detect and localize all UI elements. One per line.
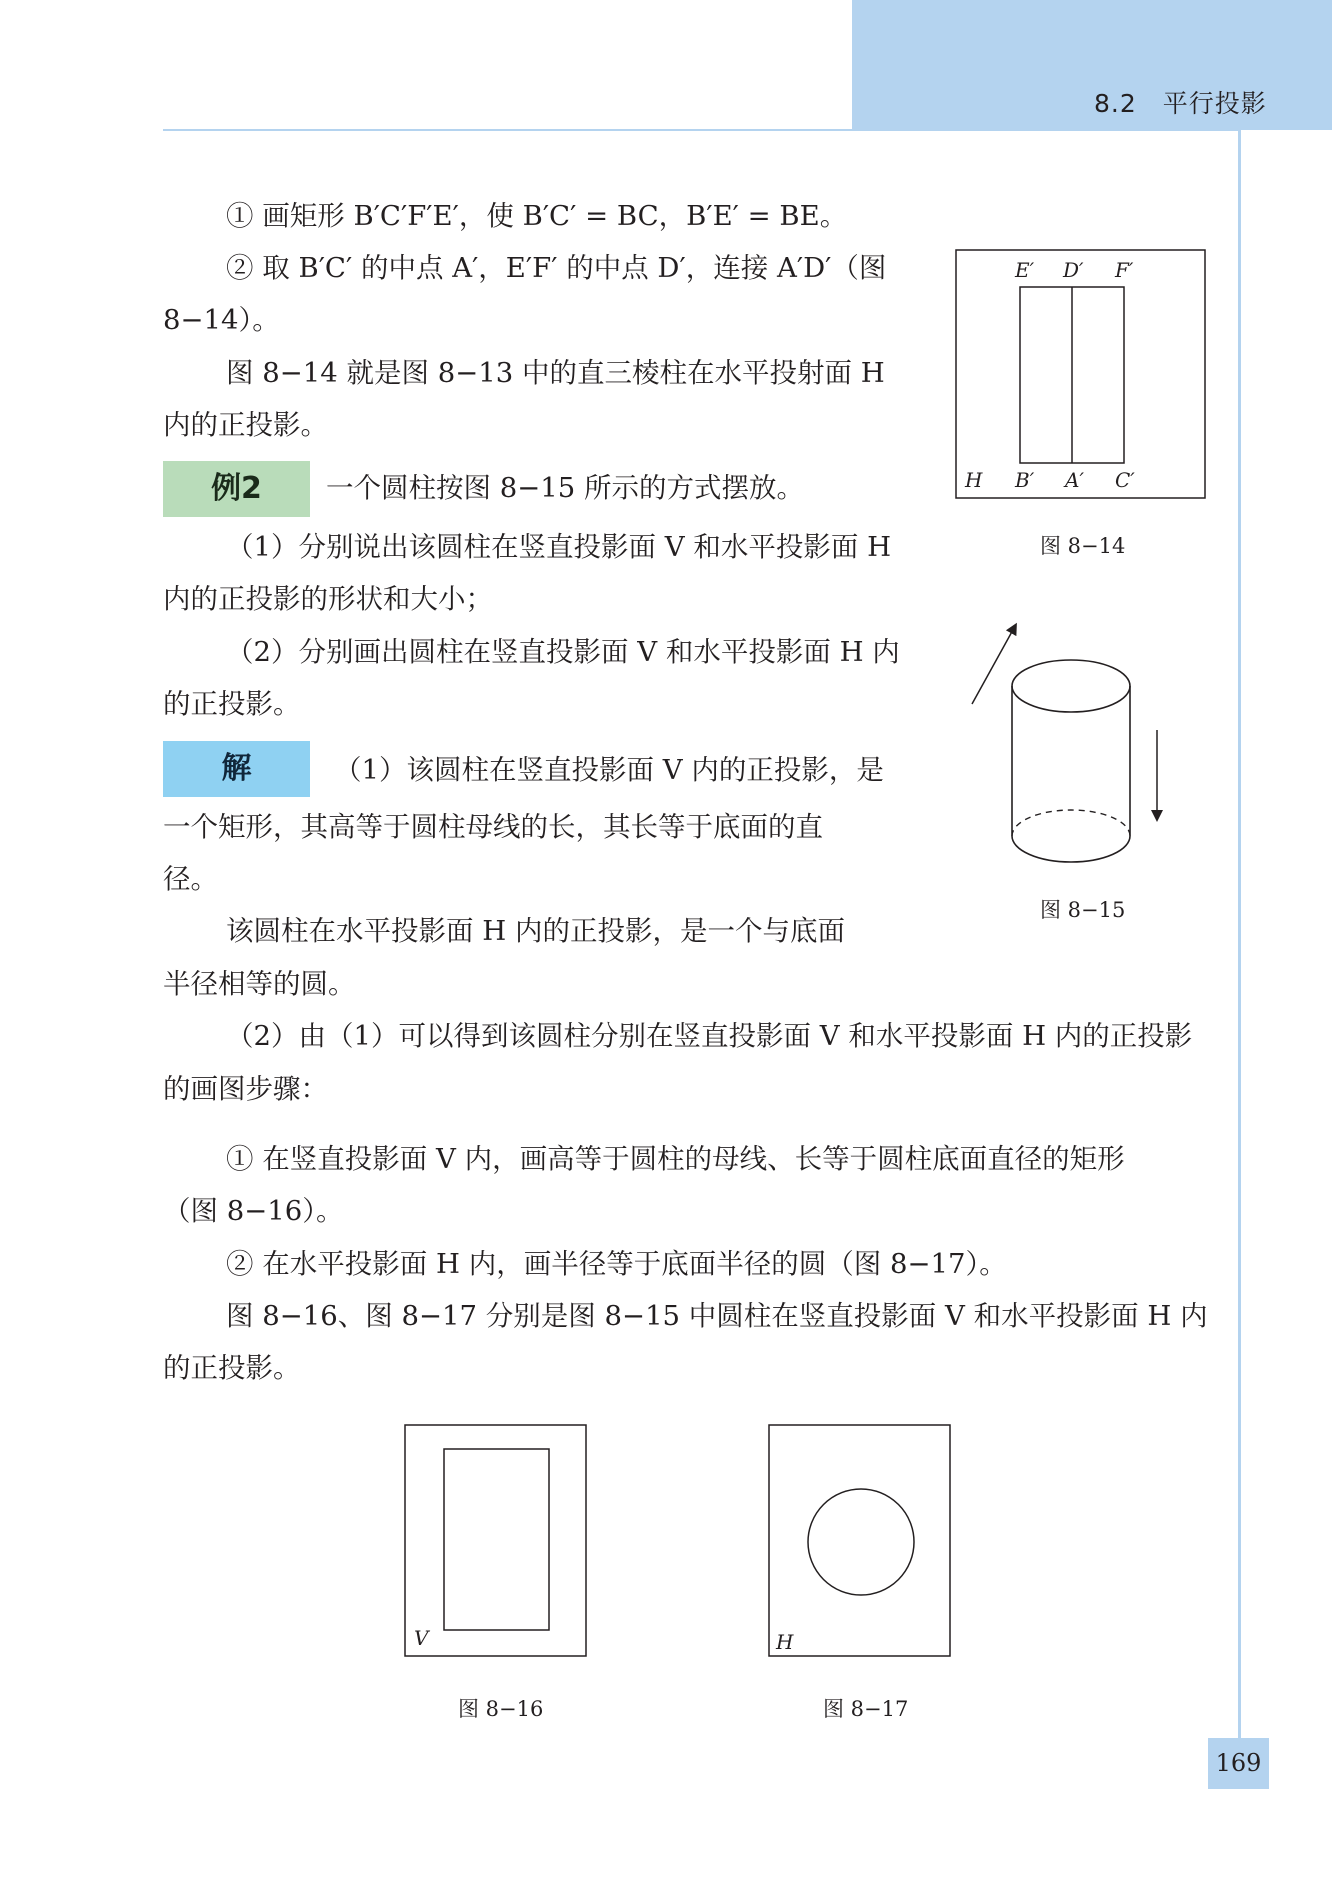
conclusion-text-cont: 的正投影。 (163, 1352, 301, 1384)
conclusion-text: 图 8−16、图 8−17 分别是图 8−15 中圆柱在竖直投影面 V 和水平投影面 H 内 (226, 1300, 1208, 1332)
solution-2-text-cont: 半径相等的圆。 (163, 968, 356, 1000)
example-text: 一个圆柱按图 8−15 所示的方式摆放。 (326, 472, 805, 504)
para-fig14-text: 图 8−14 就是图 8−13 中的直三棱柱在水平投射面 H (226, 357, 885, 389)
solution-1-text-cont: 一个矩形，其高等于圆柱母线的长，其长等于底面的直 (163, 811, 823, 843)
solution-badge: 解 (163, 741, 310, 797)
question-1-text: （1）分别说出该圆柱在竖直投影面 V 和水平投影面 H (226, 531, 892, 563)
header-rule (163, 129, 1240, 131)
fig16-caption: 图 8−16 (458, 1697, 544, 1721)
cylinder-top (1012, 660, 1130, 712)
step-2-text-cont: 8−14）。 (163, 304, 280, 336)
fig16-frame (405, 1425, 586, 1656)
page-number: 169 (1208, 1738, 1269, 1789)
fig14-label-f: F′ (1115, 258, 1134, 282)
question-1-text-cont: 内的正投影的形状和大小； (163, 583, 493, 615)
solution-1-text: （1）该圆柱在竖直投影面 V 内的正投影，是 (334, 754, 884, 786)
solution-3-text-cont: 的画图步骤： (163, 1073, 328, 1105)
example-badge: 例2 (163, 461, 310, 517)
projection-arrow-up (972, 628, 1014, 704)
figure-8-16 (404, 1424, 588, 1658)
fig17-caption: 图 8−17 (823, 1697, 909, 1721)
fig14-caption: 图 8−14 (1040, 534, 1126, 558)
fig14-label-e: E′ (1015, 258, 1035, 282)
step-2-text: ② 取 B′C′ 的中点 A′，E′F′ 的中点 D′，连接 A′D′（图 (226, 252, 887, 284)
solution-2-text: 该圆柱在水平投影面 H 内的正投影，是一个与底面 (226, 915, 845, 947)
question-2-text: （2）分别画出圆柱在竖直投影面 V 和水平投影面 H 内 (226, 636, 900, 668)
step-1-text: ① 画矩形 B′C′F′E′，使 B′C′ = BC，B′E′ = BE。 (226, 200, 848, 232)
fig16-label-v: V (414, 1626, 429, 1650)
side-rule (1238, 129, 1241, 1789)
step-v-text: ① 在竖直投影面 V 内，画高等于圆柱的母线、长等于圆柱底面直径的矩形 (226, 1143, 1125, 1175)
step-v-text-cont: （图 8−16）。 (163, 1195, 344, 1227)
fig14-label-d: D′ (1063, 258, 1084, 282)
fig14-label-b: B′ (1015, 468, 1035, 492)
figure-8-14 (955, 249, 1207, 501)
fig17-circle (808, 1489, 914, 1595)
fig15-caption: 图 8−15 (1040, 898, 1126, 922)
solution-1-text-end: 径。 (163, 863, 218, 895)
para-fig14-text-cont: 内的正投影。 (163, 409, 328, 441)
figure-8-15 (965, 620, 1165, 870)
question-2-text-cont: 的正投影。 (163, 688, 301, 720)
fig17-frame (769, 1425, 950, 1656)
fig17-label-h: H (776, 1630, 794, 1654)
fig16-rectangle (444, 1449, 549, 1630)
fig14-label-c: C′ (1115, 468, 1135, 492)
fig14-label-h: H (965, 468, 983, 492)
fig14-label-a: A′ (1065, 468, 1084, 492)
section-title: 8.2 平行投影 (1094, 89, 1267, 118)
solution-3-text: （2）由（1）可以得到该圆柱分别在竖直投影面 V 和水平投影面 H 内的正投影 (226, 1020, 1193, 1052)
cylinder-bottom-front (1012, 836, 1130, 862)
step-h-text: ② 在水平投影面 H 内，画半径等于底面半径的圆（图 8−17）。 (226, 1248, 1007, 1280)
figure-8-17 (768, 1424, 952, 1658)
cylinder-bottom-back (1012, 810, 1130, 836)
